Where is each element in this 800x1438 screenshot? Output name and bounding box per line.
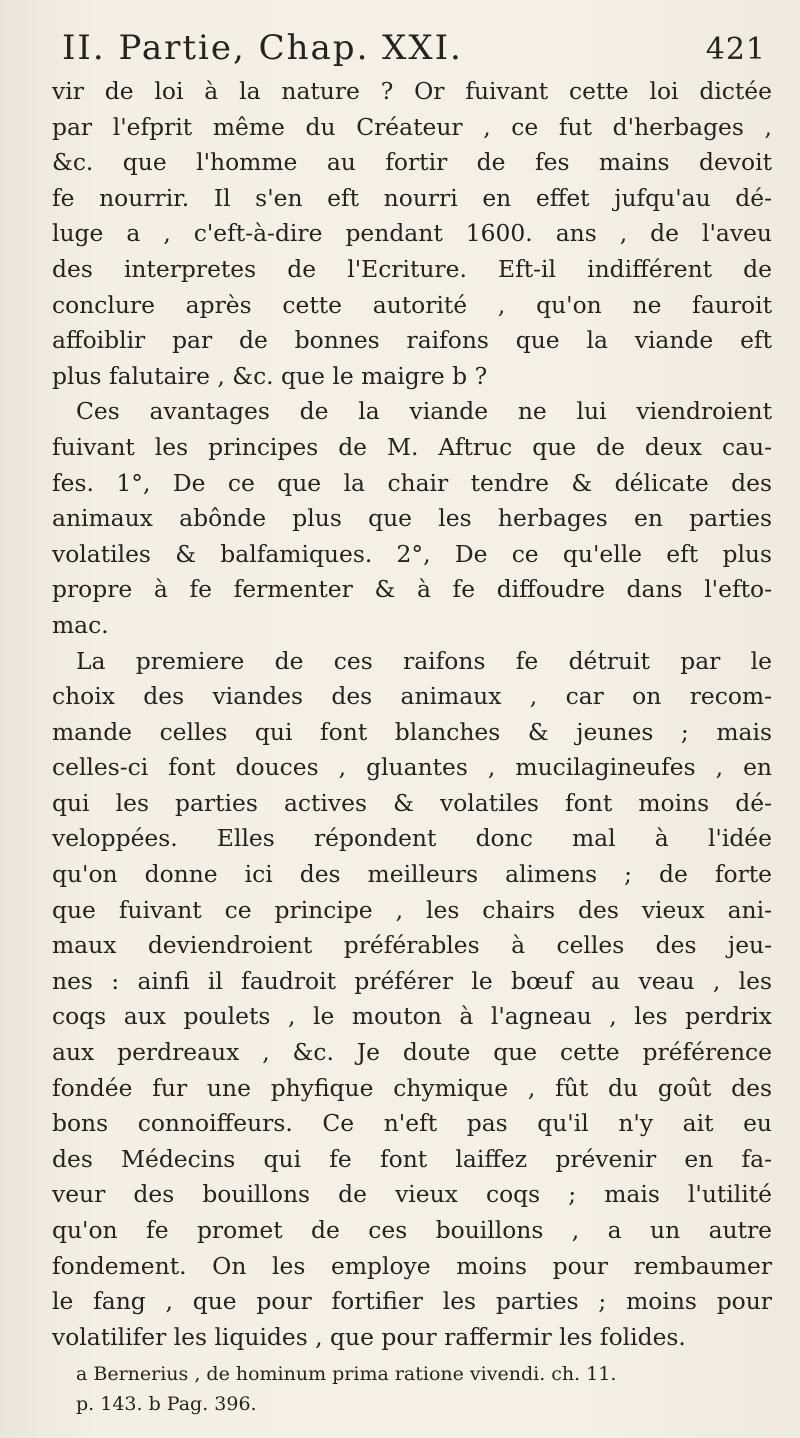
running-head-title: II. Partie, Chap. XXI. bbox=[62, 28, 463, 68]
text-line: fondement. On les employe moins pour rembaumer bbox=[52, 1251, 772, 1280]
text-line: celles-ci font douces , gluantes , mucilagineufes , en bbox=[52, 753, 772, 782]
text-line: mac. bbox=[52, 610, 109, 639]
text-line: fes. 1°, De ce que la chair tendre & délicate des bbox=[52, 468, 772, 497]
text-line: affoiblir par de bonnes raifons que la viande eft bbox=[52, 326, 772, 355]
footnote: p. 143. b Pag. 396. bbox=[76, 1393, 257, 1416]
text-line: plus falutaire , &c. que le maigre b ? bbox=[52, 361, 488, 390]
text-line: maux deviendroient préférables à celles des jeu- bbox=[52, 931, 772, 960]
text-line: fuivant les principes de M. Aftruc que de deux cau- bbox=[52, 432, 772, 461]
text-line: coqs aux poulets , le mouton à l'agneau , les perdrix bbox=[52, 1002, 772, 1031]
text-line: qu'on donne ici des meilleurs alimens ; de forte bbox=[52, 860, 772, 889]
text-line: qui les parties actives & volatiles font moins dé- bbox=[52, 788, 772, 817]
text-line: Ces avantages de la viande ne lui viendroient bbox=[76, 397, 772, 426]
text-line: La premiere de ces raifons fe détruit par le bbox=[76, 646, 772, 675]
text-line: bons connoiffeurs. Ce n'eft pas qu'il n'y ait eu bbox=[52, 1109, 772, 1138]
text-line: fe nourrir. Il s'en eft nourri en effet jufqu'au dé- bbox=[52, 183, 772, 212]
running-head bbox=[52, 28, 772, 78]
text-line: veloppées. Elles répondent donc mal à l'idée bbox=[52, 824, 772, 853]
text-line: nes : ainfi il faudroit préférer le bœuf au veau , les bbox=[52, 966, 772, 995]
text-line: des Médecins qui fe font laiffez prévenir en fa- bbox=[52, 1144, 772, 1173]
text-line: des interpretes de l'Ecriture. Eft-il indifférent de bbox=[52, 254, 772, 283]
body-text bbox=[52, 74, 772, 1355]
text-line: que fuivant ce principe , les chairs des vieux ani- bbox=[52, 895, 772, 924]
text-line: par l'efprit même du Créateur , ce fut d'herbages , bbox=[52, 112, 772, 141]
text-line: volatilifer les liquides , que pour raffermir les folides. bbox=[52, 1322, 686, 1351]
text-line: vir de loi à la nature ? Or fuivant cette loi dictée bbox=[52, 77, 772, 105]
text-line: choix des viandes des animaux , car on recom- bbox=[52, 682, 772, 711]
text-line: propre à fe fermenter & à fe diffoudre dans l'efto- bbox=[52, 575, 772, 604]
text-line: mande celles qui font blanches & jeunes ; mais bbox=[52, 717, 772, 746]
footnote: a Bernerius , de hominum prima ratione vivendi. ch. 11. bbox=[76, 1363, 617, 1386]
text-line: volatiles & balfamiques. 2°, De ce qu'elle eft plus bbox=[52, 539, 772, 568]
text-line: veur des bouillons de vieux coqs ; mais l'utilité bbox=[52, 1180, 772, 1209]
text-line: aux perdreaux , &c. Je doute que cette préférence bbox=[52, 1038, 772, 1067]
text-line: &c. que l'homme au fortir de fes mains devoit bbox=[52, 148, 772, 177]
page-number: 421 bbox=[705, 32, 766, 67]
text-line: fondée fur une phyfique chymique , fût du goût des bbox=[52, 1073, 772, 1102]
footnotes bbox=[52, 1359, 772, 1419]
text-line: qu'on fe promet de ces bouillons , a un autre bbox=[52, 1216, 772, 1244]
text-line: conclure après cette autorité , qu'on ne fauroit bbox=[52, 290, 772, 319]
text-line: animaux abônde plus que les herbages en parties bbox=[52, 504, 772, 533]
text-line: luge a , c'eft-à-dire pendant 1600. ans , de l'aveu bbox=[52, 219, 772, 248]
text-line: le fang , que pour fortifier les parties ; moins pour bbox=[52, 1287, 772, 1316]
